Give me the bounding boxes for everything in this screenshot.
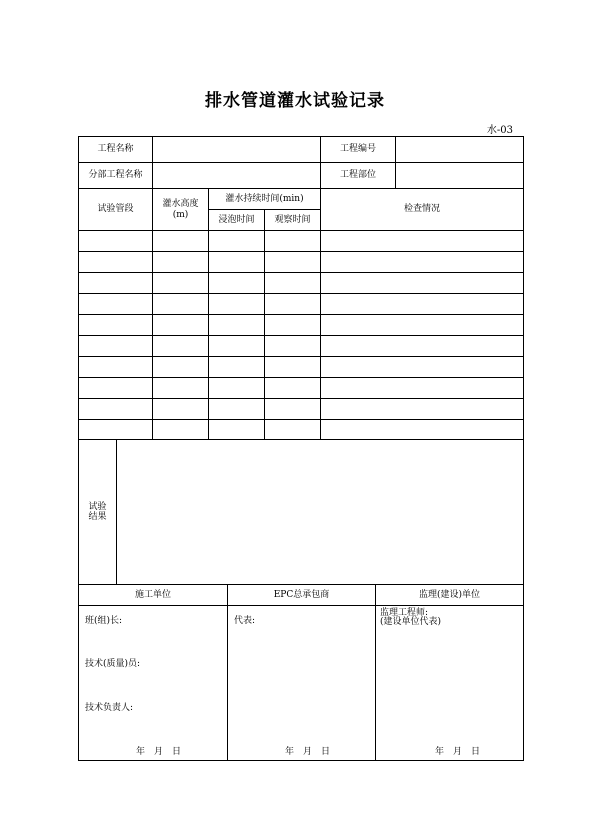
row-10-height-cell[interactable]	[153, 420, 208, 440]
row-5-section-cell[interactable]	[79, 315, 152, 335]
row-2-section-cell[interactable]	[79, 252, 152, 272]
row-8-check-cell[interactable]	[321, 378, 523, 398]
row-3-check-cell[interactable]	[321, 273, 523, 293]
row-2-observe-cell[interactable]	[265, 252, 320, 272]
row-8-height-cell[interactable]	[153, 378, 208, 398]
sub-project-label: 分部工程名称	[88, 170, 143, 181]
row-1-check-cell[interactable]	[321, 231, 523, 251]
row-8-soak-cell[interactable]	[209, 378, 264, 398]
row-6-section-cell[interactable]	[79, 336, 152, 356]
project-name-label: 工程名称	[97, 144, 134, 155]
row-6-check-cell[interactable]	[321, 336, 523, 356]
row-1-height-cell[interactable]	[153, 231, 208, 251]
quality-tech-label: 技术(质量)员:	[85, 659, 141, 669]
row-10-check-cell[interactable]	[321, 420, 523, 440]
supervision-date: 年 月 日	[435, 747, 481, 757]
row-7-soak-cell[interactable]	[209, 357, 264, 377]
col-fill-height: 灌水高度 (m)	[162, 199, 199, 220]
row-9-check-cell[interactable]	[321, 399, 523, 419]
test-record-form	[78, 136, 524, 761]
row-4-observe-cell[interactable]	[265, 294, 320, 314]
project-name-field[interactable]	[153, 137, 320, 162]
result-field[interactable]	[117, 440, 523, 584]
row-1-observe-cell[interactable]	[265, 231, 320, 251]
col-check-result: 检查情况	[403, 204, 440, 215]
row-2-height-cell[interactable]	[153, 252, 208, 272]
row-1-section-cell[interactable]	[79, 231, 152, 251]
row-9-height-cell[interactable]	[153, 399, 208, 419]
row-9-soak-cell[interactable]	[209, 399, 264, 419]
row-7-height-cell[interactable]	[153, 357, 208, 377]
row-5-height-cell[interactable]	[153, 315, 208, 335]
row-6-soak-cell[interactable]	[209, 336, 264, 356]
construction-unit-header: 施工单位	[134, 589, 171, 600]
form-title: 排水管道灌水试验记录	[205, 91, 385, 111]
row-8-section-cell[interactable]	[79, 378, 152, 398]
row-3-section-cell[interactable]	[79, 273, 152, 293]
col-test-section: 试验管段	[97, 204, 134, 215]
project-part-label: 工程部位	[339, 170, 376, 181]
row-6-height-cell[interactable]	[153, 336, 208, 356]
project-no-field[interactable]	[396, 137, 523, 162]
row-1-soak-cell[interactable]	[209, 231, 264, 251]
col-observe-time: 观察时间	[274, 214, 311, 225]
row-3-soak-cell[interactable]	[209, 273, 264, 293]
row-10-section-cell[interactable]	[79, 420, 152, 440]
sub-project-field[interactable]	[153, 163, 320, 188]
row-9-section-cell[interactable]	[79, 399, 152, 419]
row-3-observe-cell[interactable]	[265, 273, 320, 293]
row-7-observe-cell[interactable]	[265, 357, 320, 377]
row-4-section-cell[interactable]	[79, 294, 152, 314]
row-7-check-cell[interactable]	[321, 357, 523, 377]
row-10-observe-cell[interactable]	[265, 420, 320, 440]
epc-contractor-header: EPC总承包商	[273, 589, 330, 600]
supervision-unit-header: 监理(建设)单位	[418, 589, 481, 600]
form-code: 水-03	[486, 125, 513, 136]
epc-date: 年 月 日	[285, 747, 331, 757]
row-6-observe-cell[interactable]	[265, 336, 320, 356]
row-5-observe-cell[interactable]	[265, 315, 320, 335]
row-4-soak-cell[interactable]	[209, 294, 264, 314]
representative-label: 代表:	[234, 616, 256, 626]
row-8-observe-cell[interactable]	[265, 378, 320, 398]
row-10-soak-cell[interactable]	[209, 420, 264, 440]
row-2-soak-cell[interactable]	[209, 252, 264, 272]
supervisor-label-1: 监理工程师:	[380, 608, 429, 618]
row-5-check-cell[interactable]	[321, 315, 523, 335]
row-2-check-cell[interactable]	[321, 252, 523, 272]
supervisor-label-2: (建设单位代表)	[380, 617, 442, 627]
team-leader-label: 班(组)长:	[85, 616, 123, 626]
project-no-label: 工程编号	[339, 144, 376, 155]
row-9-observe-cell[interactable]	[265, 399, 320, 419]
row-5-soak-cell[interactable]	[209, 315, 264, 335]
tech-leader-label: 技术负责人:	[85, 703, 134, 713]
col-soak-time: 浸泡时间	[218, 214, 255, 225]
result-label: 试验 结果	[88, 501, 107, 522]
row-7-section-cell[interactable]	[79, 357, 152, 377]
project-part-field[interactable]	[396, 163, 523, 188]
col-fill-duration: 灌水持续时间(min)	[225, 193, 304, 204]
construction-date: 年 月 日	[136, 747, 182, 757]
row-4-height-cell[interactable]	[153, 294, 208, 314]
row-3-height-cell[interactable]	[153, 273, 208, 293]
row-4-check-cell[interactable]	[321, 294, 523, 314]
